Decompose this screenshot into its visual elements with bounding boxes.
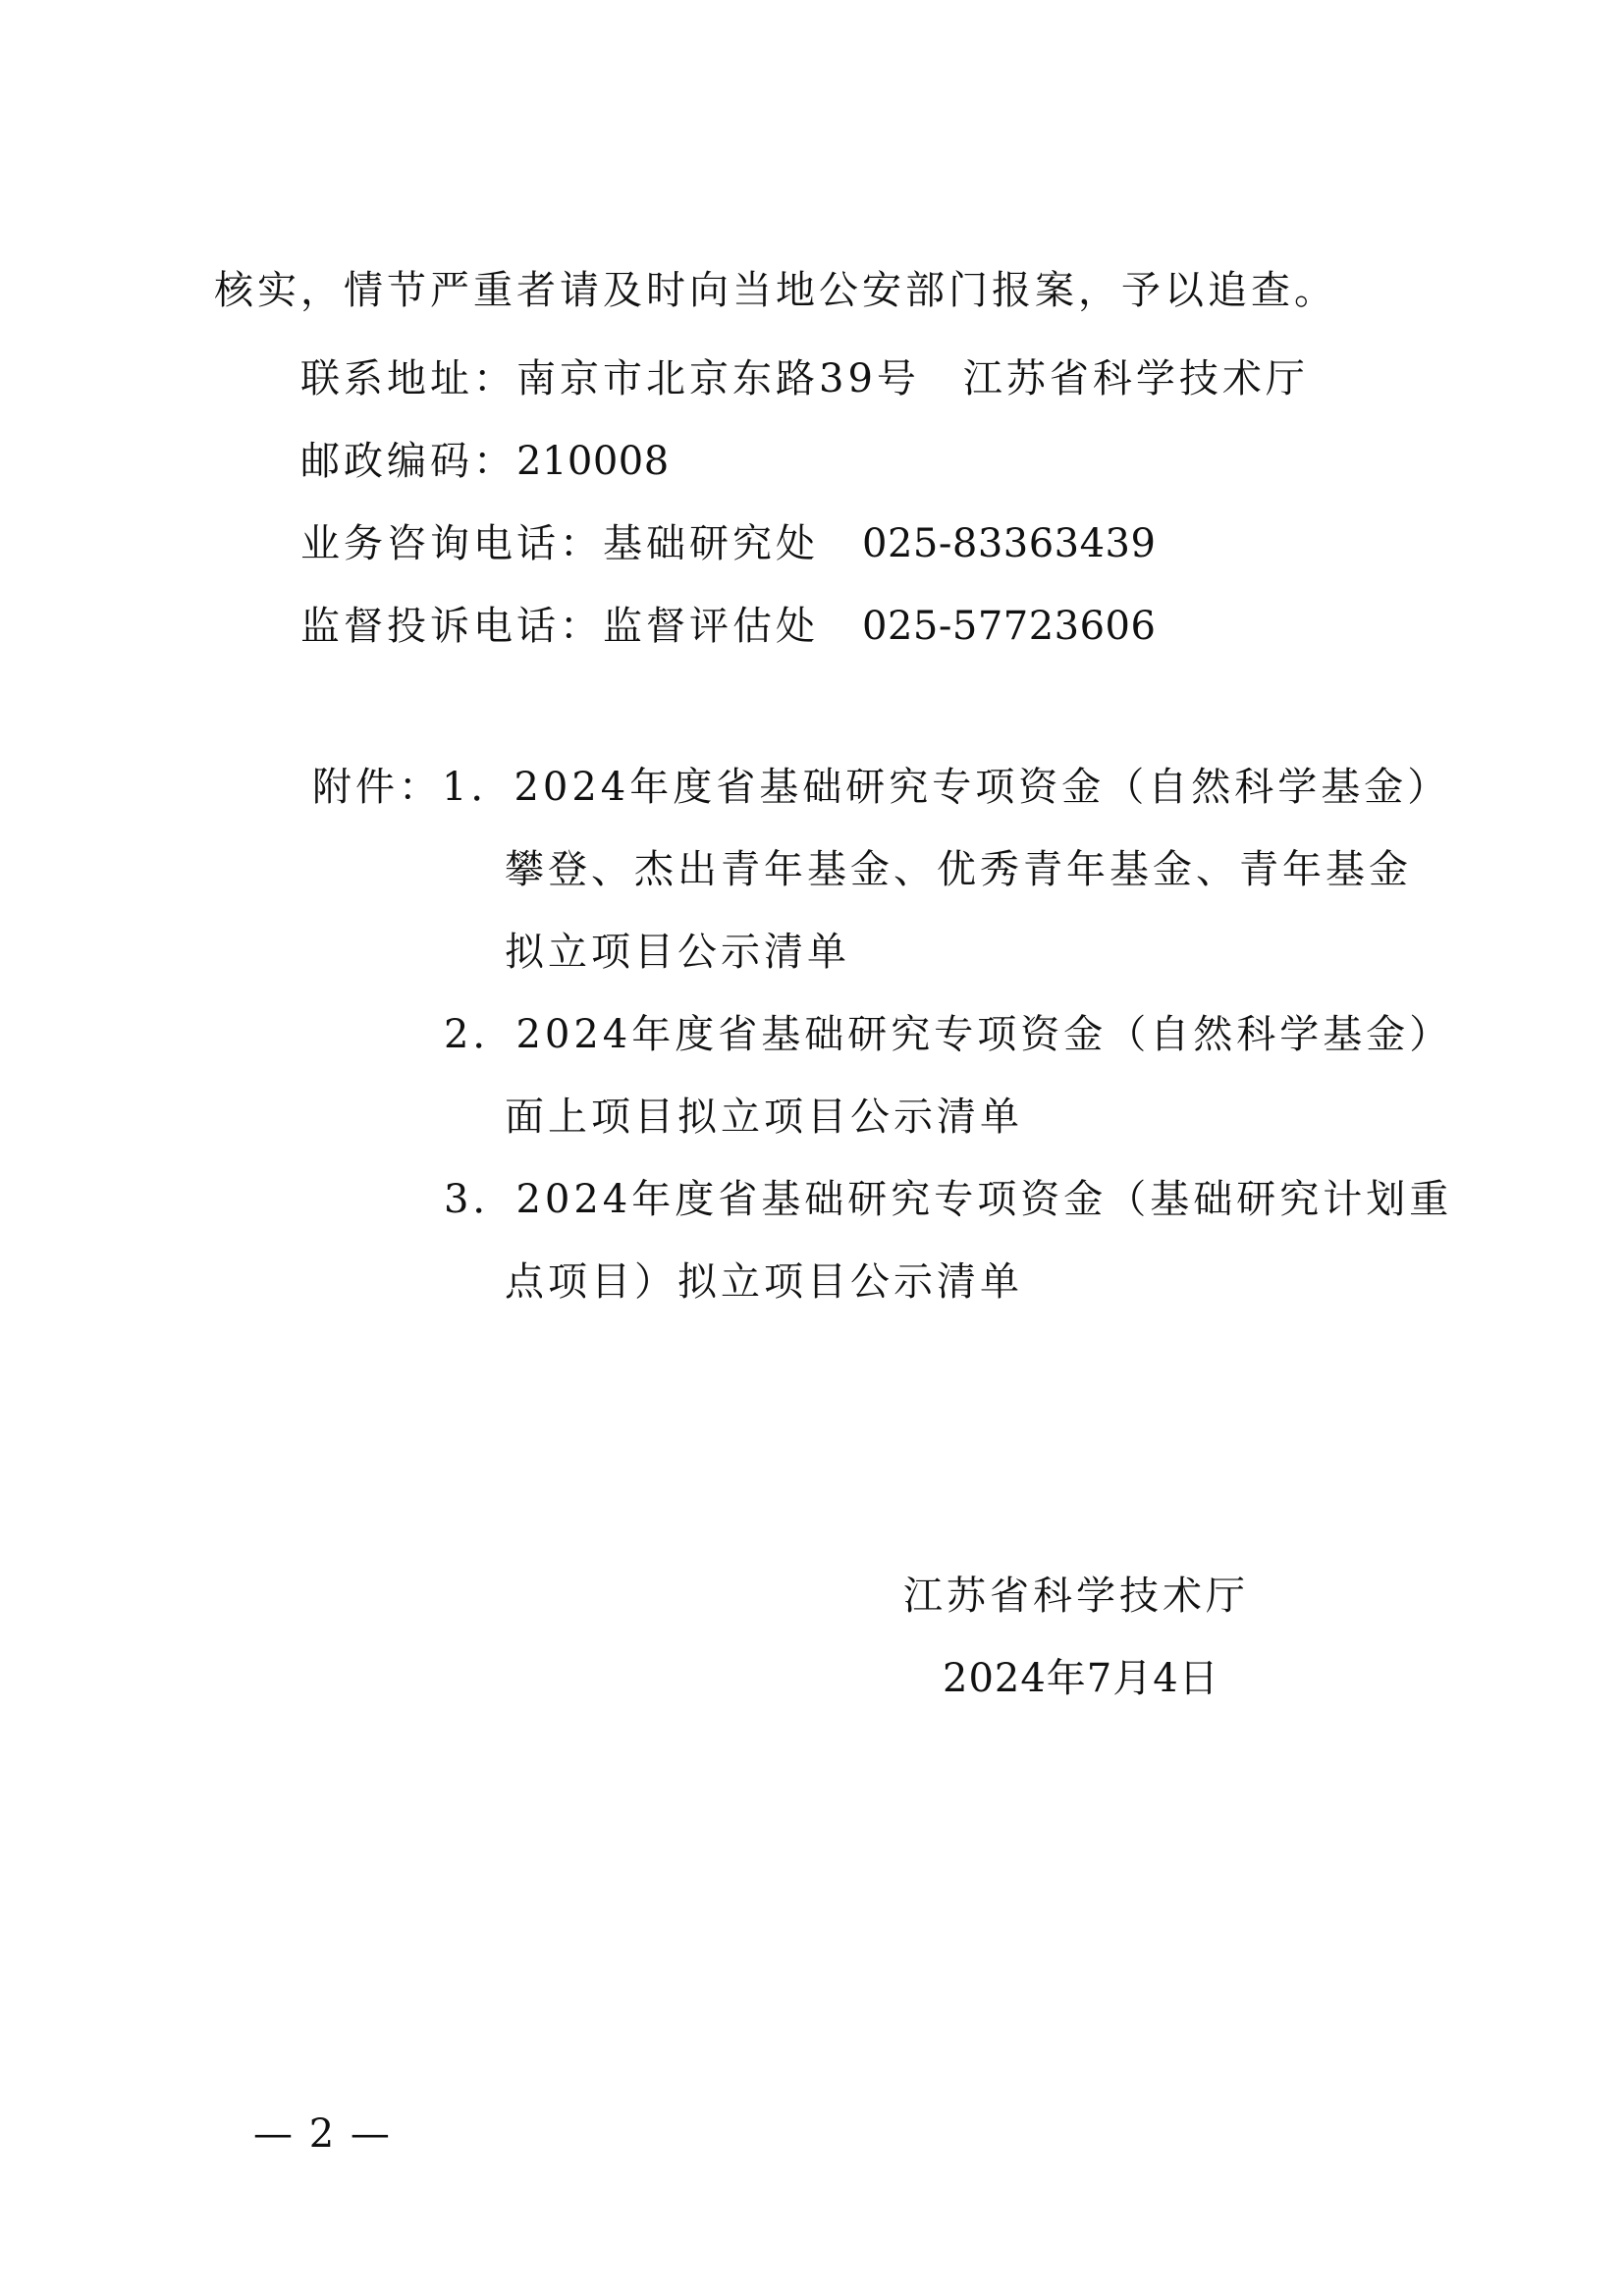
complaint-phone: 025-57723606 bbox=[862, 604, 1157, 649]
postal-label: 邮政编码： bbox=[300, 439, 516, 484]
address-value: 南京市北京东路39号 bbox=[516, 356, 920, 401]
attachment-number: 1． bbox=[442, 765, 514, 810]
contact-address bbox=[300, 353, 1309, 404]
attachments-label: 附件： bbox=[312, 765, 442, 810]
attachment-item-3 bbox=[444, 1174, 1452, 1225]
signature-date: 2024年7月4日 bbox=[943, 1656, 1219, 1701]
consult-dept: 基础研究处 bbox=[603, 521, 819, 566]
signature-org: 江苏省科学技术厅 bbox=[903, 1574, 1249, 1619]
complaint-dept: 监督评估处 bbox=[603, 604, 819, 649]
consult-phone: 025-83363439 bbox=[862, 521, 1157, 566]
attachment-item-1 bbox=[312, 762, 1450, 813]
contact-postal bbox=[300, 436, 670, 487]
attachment-number: 2． bbox=[444, 1012, 516, 1057]
attachment-line: 面上项目拟立项目公示清单 bbox=[505, 1095, 1023, 1140]
consult-label: 业务咨询电话： bbox=[300, 521, 603, 566]
attachment-number: 3． bbox=[444, 1177, 516, 1222]
attachment-line: 攀登、杰出青年基金、优秀青年基金、青年基金 bbox=[505, 847, 1412, 892]
attachment-line: 2024年度省基础研究专项资金（自然科学基金） bbox=[514, 765, 1451, 810]
attachment-line: 拟立项目公示清单 bbox=[505, 930, 850, 975]
attachment-item-2 bbox=[444, 1009, 1452, 1060]
contact-consult bbox=[300, 518, 1156, 569]
address-org: 江苏省科学技术厅 bbox=[962, 356, 1309, 401]
attachment-line: 2024年度省基础研究专项资金（自然科学基金） bbox=[515, 1012, 1453, 1057]
contact-complaint bbox=[300, 601, 1156, 652]
complaint-label: 监督投诉电话： bbox=[300, 604, 603, 649]
attachment-line: 2024年度省基础研究专项资金（基础研究计划重 bbox=[515, 1177, 1453, 1222]
attachment-line: 点项目）拟立项目公示清单 bbox=[505, 1259, 1023, 1305]
body-continuation: 核实，情节严重者请及时向当地公安部门报案，予以追查。 bbox=[214, 268, 1337, 313]
postal-value: 210008 bbox=[516, 439, 670, 484]
page-number: — 2 — bbox=[253, 2111, 392, 2157]
address-label: 联系地址： bbox=[300, 356, 516, 401]
